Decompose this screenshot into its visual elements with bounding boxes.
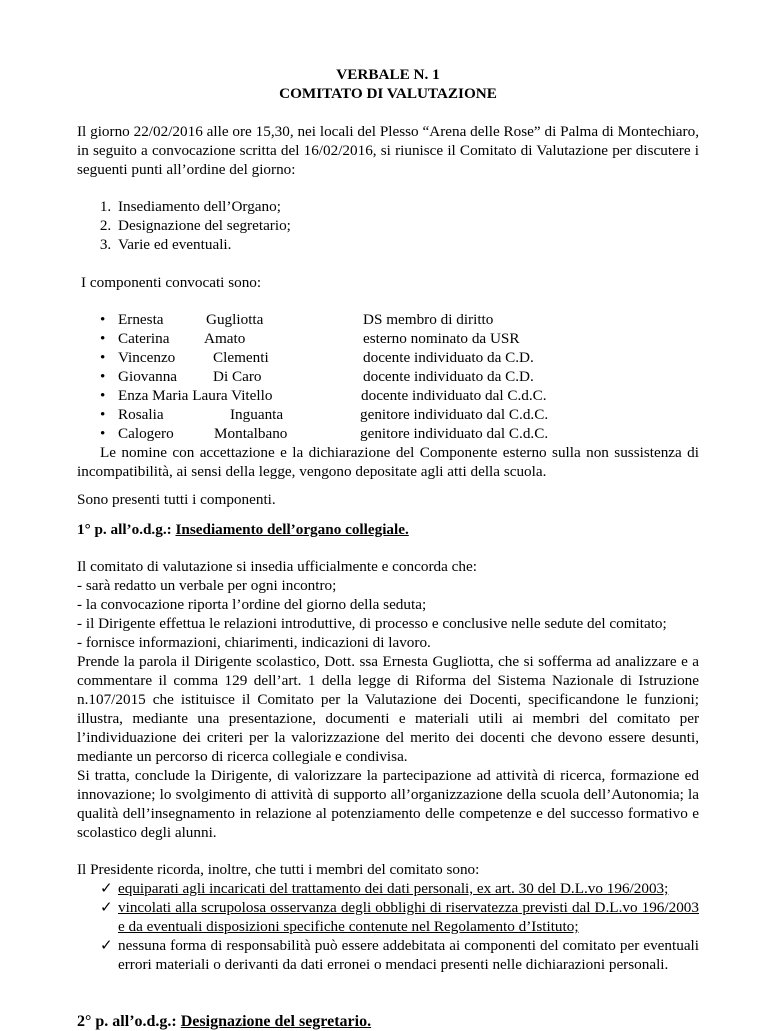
presidente-item-text: nessuna forma di responsabilità può essere addebitata ai componenti del comitato per eventuali errori materiali o derivanti da dati erronei o mendaci presenti nelle dichiarazioni personali. (118, 937, 699, 973)
member-item (100, 367, 699, 386)
checkmark-icon: ✓ (100, 937, 113, 954)
member-role: genitore individuato dal C.d.C. (360, 425, 549, 442)
agenda-list (77, 197, 699, 254)
member-role: DS membro di diritto (363, 311, 494, 328)
document-page (77, 65, 699, 1031)
agenda-item: 3. Varie ed eventuali. (115, 235, 699, 254)
member-item (100, 310, 699, 329)
member-surname: Gugliotta (206, 311, 264, 328)
member-role: genitore individuato dal C.d.C. (360, 406, 549, 423)
presidente-item-text: vincolati alla scrupolosa osservanza degli obblighi di riservatezza previsti dal D.L.vo 196/2003 e da eventuali disposizioni specifiche contenute nel Regolamento d’Istituto; (118, 899, 699, 935)
member-surname: Inguanta (230, 406, 284, 423)
member-name: Giovanna (118, 368, 178, 385)
presidente-item (100, 898, 699, 936)
member-item (100, 405, 699, 424)
member-role: docente individuato dal C.d.C. (361, 387, 547, 404)
member-role: docente individuato da C.D. (363, 368, 534, 385)
document-subtitle: COMITATO DI VALUTAZIONE (279, 85, 497, 102)
section1-prefix: 1° p. all’o.d.g.: (77, 521, 176, 538)
member-item (100, 348, 699, 367)
member-surname: Montalbano (214, 425, 288, 442)
section2-prefix: 2° p. all’o.d.g.: (77, 1013, 181, 1030)
section1-point: - la convocazione riporta l’ordine del giorno della seduta; (77, 596, 427, 613)
section1-intro: Il comitato di valutazione si insedia ufficialmente e concorda che: (77, 558, 477, 575)
intro-paragraph: Il giorno 22/02/2016 alle ore 15,30, nei locali del Plesso “Arena delle Rose” di Palma di Montechiaro, in seguito a convocazione scritta del 16/02/2016, si riunisce il Comitato di Valutazione per discutere i seguenti punti all’ordine del giorno: (77, 123, 699, 178)
section1-body: Prende la parola il Dirigente scolastico, Dott. ssa Ernesta Gugliotta, che si sofferma ad analizzare e a commentare il comma 129 dell’art. 1 della legge di Riforma del Sistema Nazionale di Istruzione n.107/2015 che istituisce il Comitato per la Valutazione dei Docenti, specificandone le funzioni; illustra, mediante una presentazione, documenti e materiali utili ai membri del comitato per l’individuazione dei criteri per la valorizzazione del merito dei docenti che devono essere desunti, mediante un percorso di ricerca collegiale e condivisa. (77, 653, 699, 765)
section2-title: Designazione del segretario. (180, 1013, 372, 1030)
presenti-paragraph: Sono presenti tutti i componenti. (77, 491, 276, 508)
section1-point: - sarà redatto un verbale per ogni incontro; (77, 577, 337, 594)
section1-point: - fornisce informazioni, chiarimenti, indicazioni di lavoro. (77, 634, 431, 651)
bullet-icon: • (100, 349, 106, 366)
member-item (100, 424, 699, 443)
member-name: Calogero (118, 425, 174, 442)
document-title: VERBALE N. 1 (336, 66, 440, 83)
bullet-icon: • (100, 311, 106, 328)
member-surname: Amato (204, 330, 246, 347)
member-role: esterno nominato da USR (363, 330, 520, 347)
presidente-list (77, 879, 699, 974)
member-name: Enza Maria Laura Vitello (118, 387, 273, 404)
presidente-intro: Il Presidente ricorda, inoltre, che tutti i membri del comitato sono: (77, 861, 480, 878)
member-name: Rosalia (118, 406, 164, 423)
bullet-icon: • (100, 387, 106, 404)
bullet-icon: • (100, 425, 106, 442)
checkmark-icon: ✓ (100, 880, 113, 897)
section2-heading (77, 1012, 699, 1031)
presidente-item (100, 879, 699, 898)
member-item (100, 386, 699, 405)
section1-point: - il Dirigente effettua le relazioni introduttive, di processo e conclusive nelle sedute del comitato; (77, 615, 667, 632)
member-name: Ernesta (118, 311, 164, 328)
presidente-item-text: equiparati agli incaricati del trattamento dei dati personali, ex art. 30 del D.L.vo 196/2003; (118, 880, 669, 897)
checkmark-icon: ✓ (100, 899, 113, 916)
agenda-item: 1. Insediamento dell’Organo; (115, 197, 699, 216)
member-name: Caterina (118, 330, 170, 347)
section1-title: Insediamento dell’organo collegiale. (175, 521, 409, 538)
members-intro: I componenti convocati sono: (81, 274, 262, 291)
bullet-icon: • (100, 330, 106, 347)
agenda-item: 2. Designazione del segretario; (115, 216, 699, 235)
member-surname: Di Caro (213, 368, 262, 385)
section1-heading (77, 520, 699, 539)
member-item (100, 329, 699, 348)
presidente-item (100, 936, 699, 974)
nomine-paragraph: Le nomine con accettazione e la dichiarazione del Componente esterno sulla non sussistenza di incompatibilità, ai sensi della legge, vengono depositate agli atti della scuola. (77, 444, 699, 480)
member-name: Vincenzo (118, 349, 176, 366)
members-list (77, 310, 699, 443)
bullet-icon: • (100, 406, 106, 423)
section1-body2: Si tratta, conclude la Dirigente, di valorizzare la partecipazione ad attività di ricerca, formazione ed innovazione; lo svolgimento di attività di supporto all’organizzazione della scuola dell’Autonomia; la qualità dell’insegnamento in relazione al potenziamento delle competenze e del successo formativo e scolastico degli alunni. (77, 767, 699, 841)
member-role: docente individuato da C.D. (363, 349, 534, 366)
member-surname: Clementi (213, 349, 269, 366)
bullet-icon: • (100, 368, 106, 385)
